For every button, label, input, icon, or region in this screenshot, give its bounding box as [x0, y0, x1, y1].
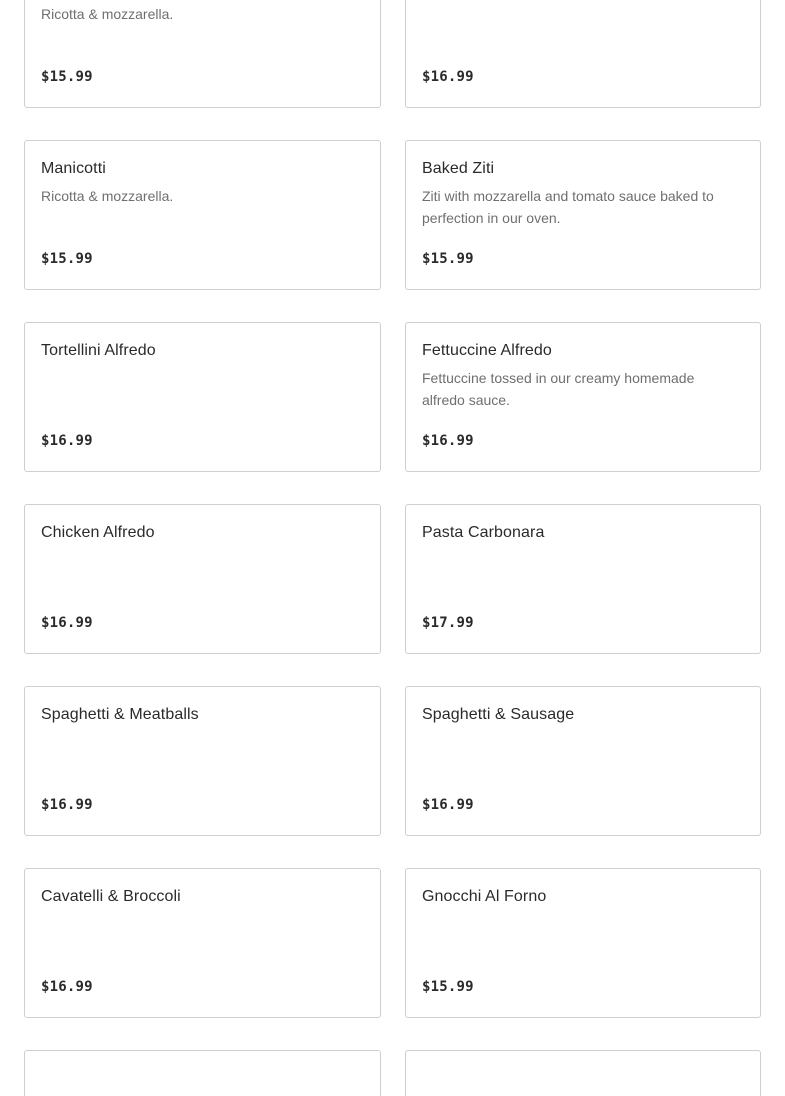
menu-item-price: $16.99	[41, 979, 93, 995]
menu-item-card[interactable]	[24, 686, 381, 836]
menu-item-name: Tortellini Alfredo	[41, 342, 156, 359]
menu-item-price: $15.99	[422, 251, 474, 267]
menu-item-price: $16.99	[41, 433, 93, 449]
menu-item-price: $16.99	[41, 797, 93, 813]
menu-item-name: Cavatelli & Broccoli	[41, 888, 181, 905]
menu-item-price: $16.99	[41, 615, 93, 631]
menu-item-price: $16.99	[422, 433, 474, 449]
menu-item-card[interactable]	[24, 322, 381, 472]
menu-item-name: Gnocchi Al Forno	[422, 888, 547, 905]
menu-item-card[interactable]	[24, 868, 381, 1018]
menu-item-card[interactable]	[405, 0, 761, 108]
menu-item-card[interactable]	[24, 0, 381, 108]
menu-item-card[interactable]	[405, 504, 761, 654]
menu-item-card[interactable]	[405, 322, 761, 472]
menu-item-price: $15.99	[422, 979, 474, 995]
menu-item-card[interactable]	[405, 1050, 761, 1096]
menu-item-card[interactable]	[24, 140, 381, 290]
menu-item-price: $16.99	[422, 69, 474, 85]
menu-item-name: Spaghetti & Sausage	[422, 706, 575, 723]
menu-item-card[interactable]	[405, 868, 761, 1018]
menu-item-description: Fettuccine tossed in our creamy homemade alfredo sauce.	[422, 370, 695, 408]
menu-item-name: Pasta Carbonara	[422, 524, 545, 541]
menu-item-card[interactable]	[405, 686, 761, 836]
menu-item-card[interactable]	[24, 1050, 381, 1096]
menu-item-name: Fettuccine Alfredo	[422, 342, 552, 359]
menu-item-name: Chicken Alfredo	[41, 524, 155, 541]
menu-item-price: $15.99	[41, 251, 93, 267]
menu-item-description: Ricotta & mozzarella.	[41, 6, 174, 22]
menu-item-name: Baked Ziti	[422, 160, 495, 177]
menu-item-price: $16.99	[422, 797, 474, 813]
menu-item-description: Ricotta & mozzarella.	[41, 188, 174, 204]
menu-item-card[interactable]	[405, 140, 761, 290]
menu-item-price: $15.99	[41, 69, 93, 85]
menu-item-name: Spaghetti & Meatballs	[41, 706, 199, 723]
menu-item-description: Ziti with mozzarella and tomato sauce baked to perfection in our oven.	[422, 188, 714, 226]
menu-item-name: Manicotti	[41, 160, 106, 177]
menu-item-price: $17.99	[422, 615, 474, 631]
menu-item-card[interactable]	[24, 504, 381, 654]
menu-items-grid	[24, 0, 761, 1096]
